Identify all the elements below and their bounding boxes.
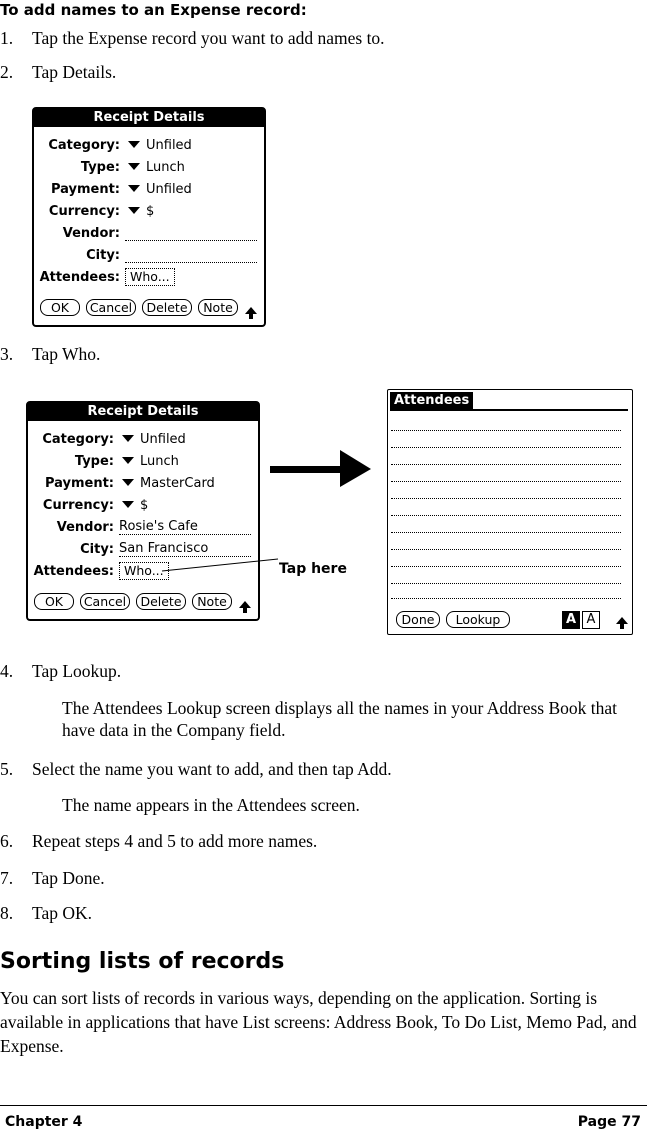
dropdown-triangle-icon	[128, 141, 140, 148]
dropdown-triangle-icon	[122, 501, 134, 508]
attendees-label: Attendees:	[39, 270, 120, 285]
step-6	[0, 830, 317, 852]
lookup-button[interactable]: Lookup	[446, 611, 510, 628]
step-2	[0, 61, 116, 83]
done-button[interactable]: Done	[396, 611, 440, 628]
lowercase-shift-button[interactable]: A	[582, 611, 600, 629]
currency-picker[interactable]	[128, 204, 154, 220]
step-7	[0, 867, 105, 889]
footer-page-number: Page 77	[577, 1114, 641, 1130]
shift-up-arrow-icon	[239, 601, 251, 608]
shift-up-arrow-icon	[245, 307, 257, 314]
category-value: Unfiled	[140, 432, 186, 447]
receipt-details-screen-2	[26, 401, 260, 621]
type-value: Lunch	[146, 160, 185, 175]
vendor-label: Vendor:	[56, 520, 114, 535]
delete-button[interactable]: Delete	[136, 593, 186, 610]
vendor-field[interactable]	[125, 240, 257, 241]
category-picker[interactable]	[122, 432, 186, 448]
step-number: 1.	[0, 28, 14, 48]
step-text: Tap Done.	[32, 868, 105, 888]
dropdown-triangle-icon	[128, 185, 140, 192]
currency-picker[interactable]	[122, 498, 148, 514]
dropdown-triangle-icon	[122, 457, 134, 464]
cancel-button[interactable]: Cancel	[86, 299, 136, 316]
step-4	[0, 660, 121, 682]
payment-label: Payment:	[50, 182, 120, 197]
step-4-note: The Attendees Lookup screen displays all the names in your Address Book that have data in the Company field.	[62, 698, 618, 740]
city-label: City:	[80, 542, 114, 557]
step-5	[0, 758, 392, 780]
category-picker[interactable]	[128, 138, 192, 154]
type-picker[interactable]	[128, 160, 185, 176]
step-number: 7.	[0, 868, 14, 888]
step-number: 8.	[0, 903, 14, 923]
attendee-line[interactable]	[391, 515, 621, 516]
attendee-line[interactable]	[391, 481, 621, 482]
tap-here-callout: Tap here	[279, 561, 347, 577]
vendor-field[interactable]: Rosie's Cafe	[119, 519, 198, 534]
who-button[interactable]: Who...	[125, 268, 175, 286]
attendee-line[interactable]	[391, 598, 621, 599]
receipt-details-screen-1	[32, 107, 266, 327]
attendees-screen	[387, 389, 633, 635]
step-1	[0, 27, 385, 49]
dropdown-triangle-icon	[122, 435, 134, 442]
right-arrow-icon	[270, 450, 372, 488]
screen-title: Receipt Details	[28, 403, 258, 421]
currency-value: $	[140, 498, 149, 513]
payment-value: MasterCard	[140, 476, 215, 491]
type-label: Type:	[80, 160, 120, 175]
vendor-label: Vendor:	[62, 226, 120, 241]
dropdown-triangle-icon	[128, 207, 140, 214]
city-field[interactable]: San Francisco	[119, 541, 209, 556]
category-label: Category:	[48, 138, 120, 153]
delete-button[interactable]: Delete	[142, 299, 192, 316]
screen-title: Attendees	[390, 392, 473, 410]
step-3	[0, 343, 100, 365]
cancel-button[interactable]: Cancel	[80, 593, 130, 610]
ok-button[interactable]: OK	[34, 593, 74, 610]
attendee-line[interactable]	[391, 447, 621, 448]
screen-title: Receipt Details	[34, 109, 264, 127]
step-number: 4.	[0, 661, 14, 681]
step-5-note: The name appears in the Attendees screen.	[62, 795, 360, 815]
city-label: City:	[86, 248, 120, 263]
attendee-line[interactable]	[391, 464, 621, 465]
step-text: Repeat steps 4 and 5 to add more names.	[32, 831, 318, 851]
ok-button[interactable]: OK	[40, 299, 80, 316]
attendee-line[interactable]	[391, 430, 621, 431]
currency-label: Currency:	[42, 498, 114, 513]
type-label: Type:	[74, 454, 114, 469]
category-label: Category:	[42, 432, 114, 447]
attendee-line[interactable]	[391, 566, 621, 567]
title-underline	[390, 409, 628, 411]
note-button[interactable]: Note	[198, 299, 238, 316]
step-text: Tap OK.	[32, 903, 93, 923]
vendor-field-line	[119, 534, 251, 535]
step-8	[0, 902, 92, 924]
section-body: You can sort lists of records in various ways, depending on the application. Sorting is available in applications that have List screens: Address Book, To Do List, Memo Pad, and Expense.	[0, 988, 637, 1056]
currency-value: $	[146, 204, 155, 219]
callout-leader-line	[160, 555, 280, 575]
step-number: 2.	[0, 62, 14, 82]
footer-rule	[0, 1105, 647, 1106]
payment-picker[interactable]	[122, 476, 215, 492]
attendees-label: Attendees:	[33, 564, 114, 579]
step-text: Tap Details.	[32, 62, 117, 82]
step-text: Tap Who.	[32, 344, 101, 364]
attendee-line[interactable]	[391, 583, 621, 584]
uppercase-shift-button[interactable]: A	[562, 611, 580, 629]
note-button[interactable]: Note	[192, 593, 232, 610]
procedure-heading: To add names to an Expense record:	[0, 1, 307, 19]
city-field[interactable]	[125, 262, 257, 263]
type-picker[interactable]	[122, 454, 179, 470]
type-value: Lunch	[140, 454, 179, 469]
dropdown-triangle-icon	[122, 479, 134, 486]
attendee-line[interactable]	[391, 549, 621, 550]
step-number: 5.	[0, 759, 14, 779]
attendee-line[interactable]	[391, 498, 621, 499]
category-value: Unfiled	[146, 138, 192, 153]
payment-label: Payment:	[44, 476, 114, 491]
attendee-line[interactable]	[391, 532, 621, 533]
currency-label: Currency:	[48, 204, 120, 219]
shift-up-arrow-icon	[616, 617, 628, 624]
step-text: Tap the Expense record you want to add names to.	[32, 28, 385, 48]
step-number: 6.	[0, 831, 14, 851]
dropdown-triangle-icon	[128, 163, 140, 170]
section-title: Sorting lists of records	[0, 949, 285, 974]
payment-picker[interactable]	[128, 182, 192, 198]
who-button[interactable]: Who...	[119, 562, 169, 580]
step-text: Select the name you want to add, and then tap Add.	[32, 759, 392, 779]
step-number: 3.	[0, 344, 14, 364]
payment-value: Unfiled	[146, 182, 192, 197]
step-text: Tap Lookup.	[32, 661, 122, 681]
footer-chapter: Chapter 4	[5, 1114, 83, 1130]
